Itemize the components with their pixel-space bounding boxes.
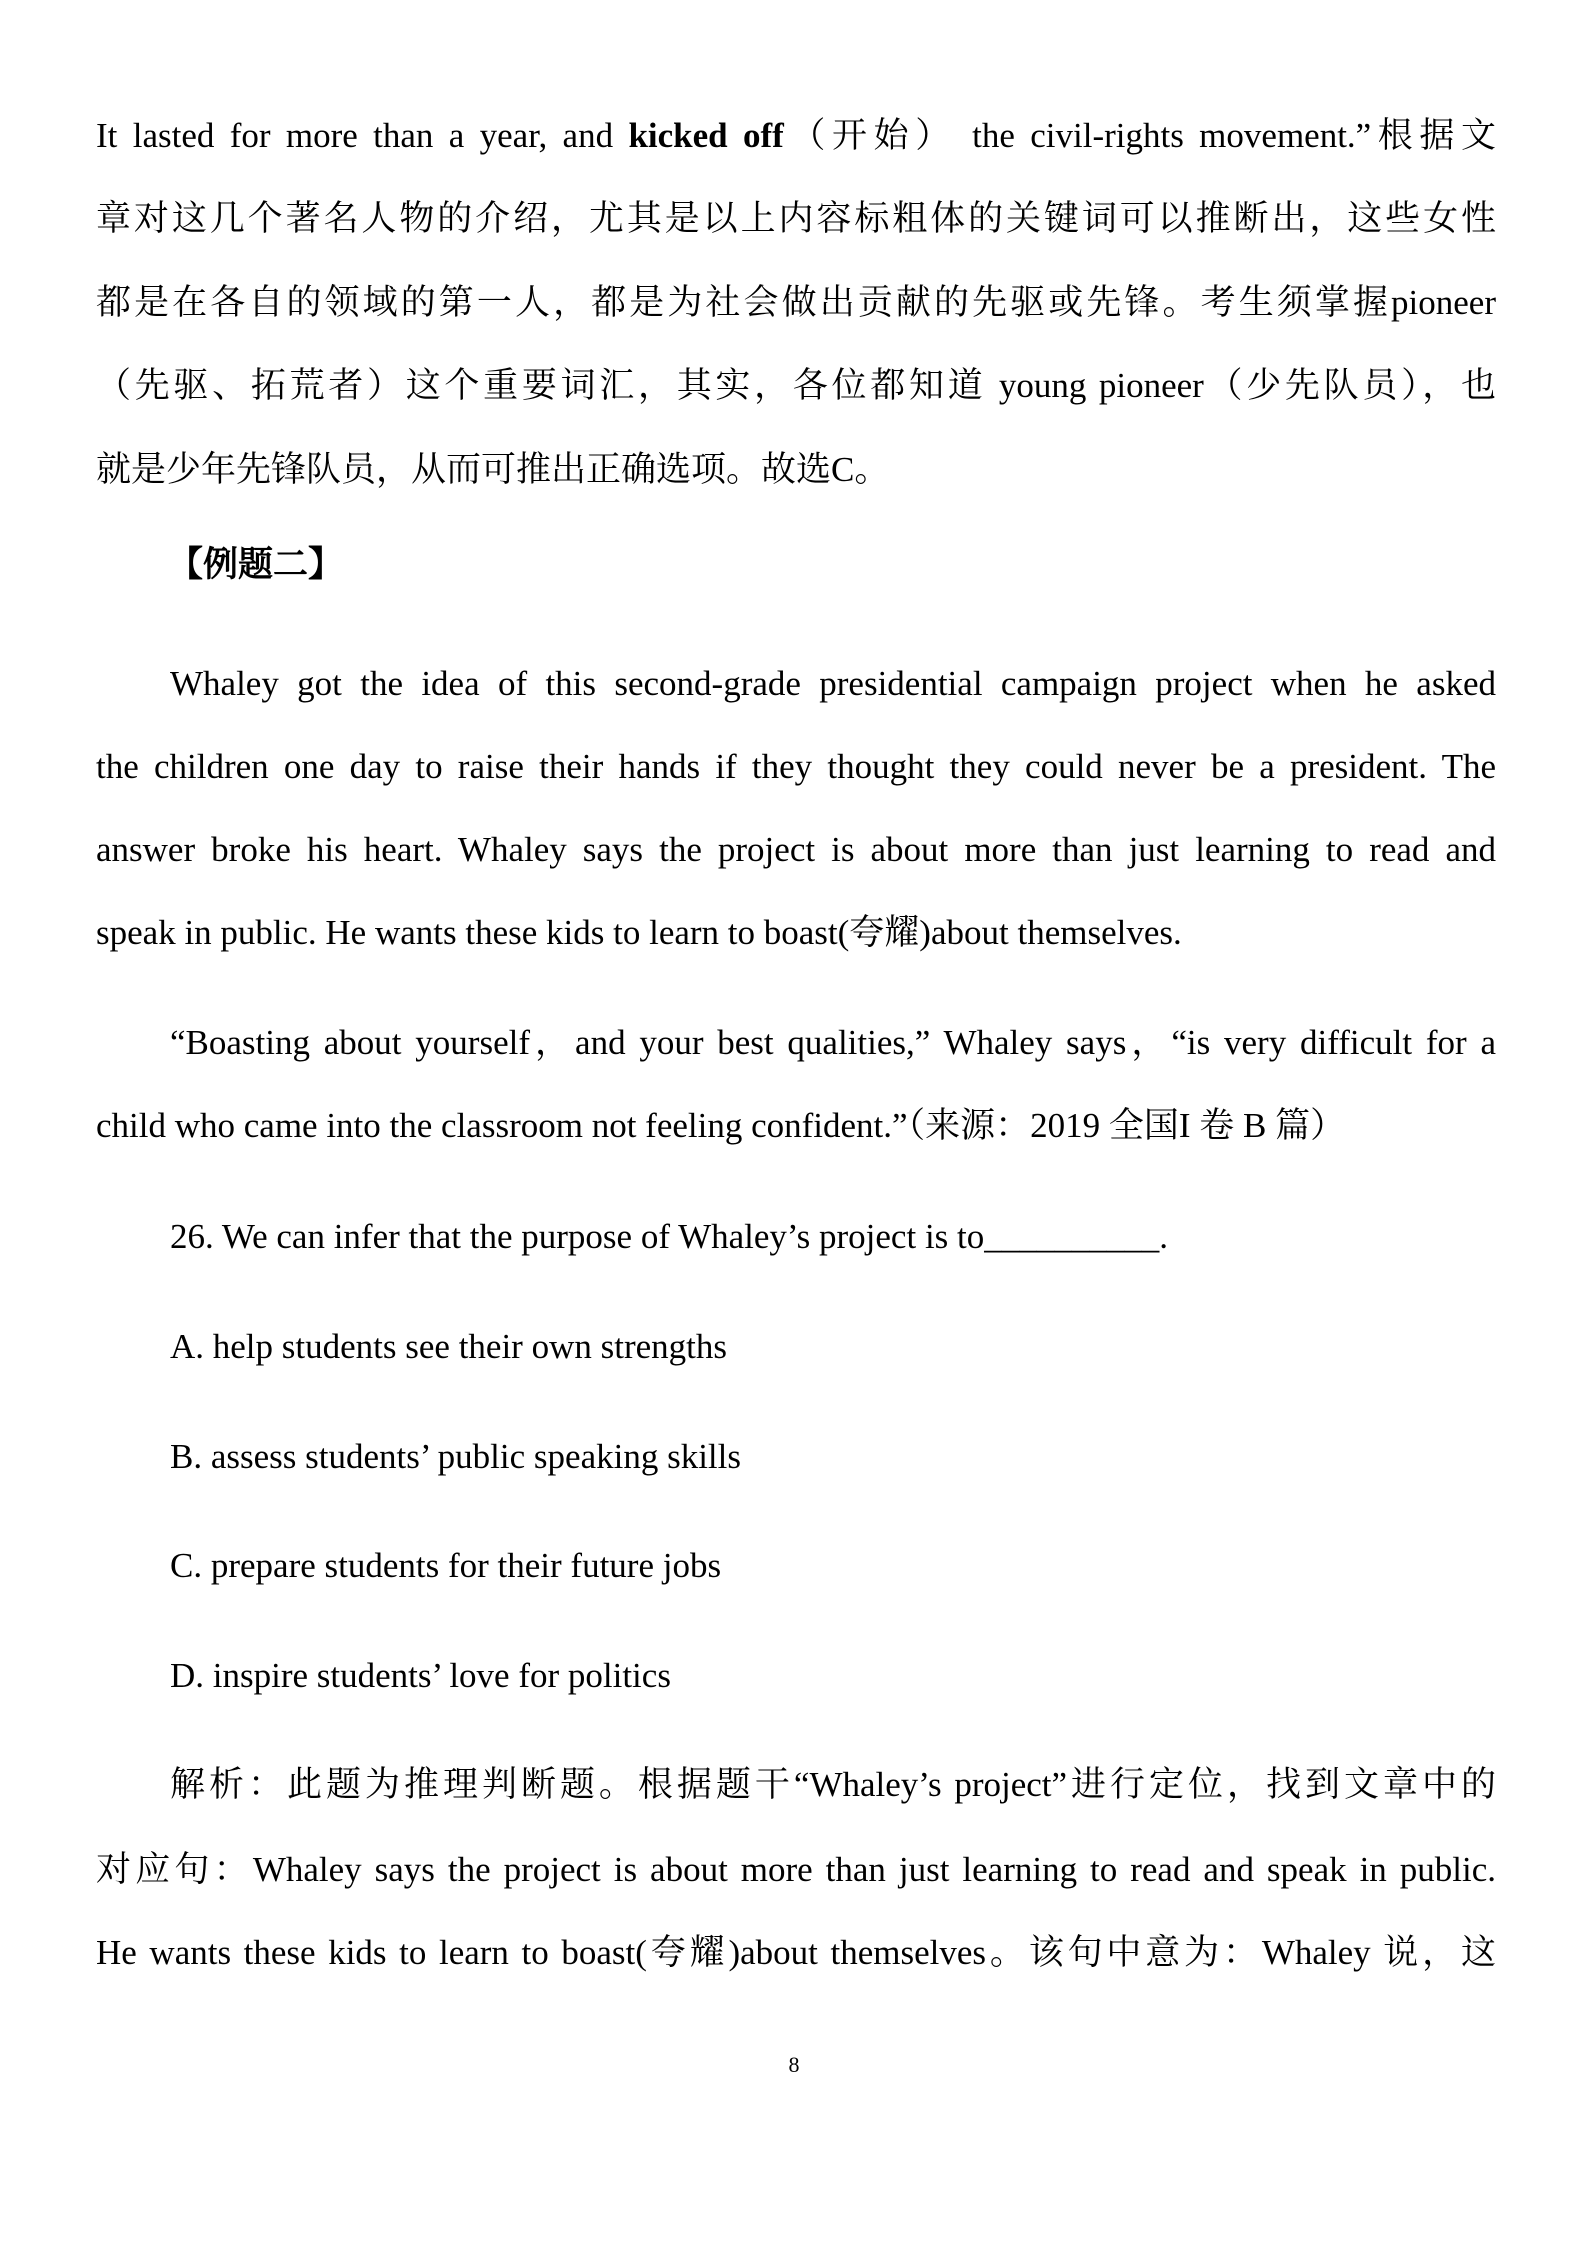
bold-keyword: kicked off [628, 116, 784, 155]
option-a: A. help students see their own strengths [170, 1327, 727, 1366]
analysis-line: 解析：此题为推理判断题。根据题干“Whaley’s project”进行定位，找到文章中的 [170, 1765, 1496, 1804]
intro-line: 章对这几个著名人物的介绍，尤其是以上内容标粗体的关键词可以推断出，这些女性 [96, 199, 1496, 238]
text: （开始） the civil-rights movement.”根据文 [783, 116, 1497, 155]
intro-line: （先驱、拓荒者）这个重要词汇，其实，各位都知道 young pioneer（少先队员），也 [96, 366, 1496, 405]
option-c: C. prepare students for their future jobs [170, 1546, 722, 1585]
passage-line: speak in public. He wants these kids to learn to boast(夸耀)about themselves. [96, 913, 1182, 952]
page-number: 8 [788, 2052, 800, 2077]
analysis-line: 对应句：Whaley says the project is about more than just learning to read and speak in public. [96, 1850, 1496, 1889]
text: It lasted for more than a year, and [96, 116, 629, 155]
passage-line: Whaley got the idea of this second-grade presidential campaign project when he asked [170, 664, 1496, 703]
intro-line: 就是少年先锋队员，从而可推出正确选项。故选C。 [96, 450, 890, 489]
intro-line [96, 94, 1496, 178]
passage-line: child who came into the classroom not feeling confident.”（来源：2019 全国I 卷 B 篇） [96, 1106, 1346, 1145]
passage-line: “Boasting about yourself，and your best qualities,” Whaley says，“is very difficult for a [170, 1023, 1496, 1062]
option-b: B. assess students’ public speaking skills [170, 1437, 741, 1476]
intro-line: 都是在各自的领域的第一人，都是为社会做出贡献的先驱或先锋。考生须掌握pioneer [96, 283, 1496, 322]
question-stem: 26. We can infer that the purpose of Whaley’s project is to__________. [170, 1217, 1169, 1256]
analysis-line: He wants these kids to learn to boast(夸耀)about themselves。该句中意为：Whaley 说，这 [96, 1933, 1496, 1972]
example-heading: 【例题二】 [168, 545, 344, 584]
passage-line: the children one day to raise their hands if they thought they could never be a president. The [96, 747, 1496, 786]
passage-line: answer broke his heart. Whaley says the project is about more than just learning to read and [96, 830, 1496, 869]
option-d: D. inspire students’ love for politics [170, 1656, 671, 1695]
